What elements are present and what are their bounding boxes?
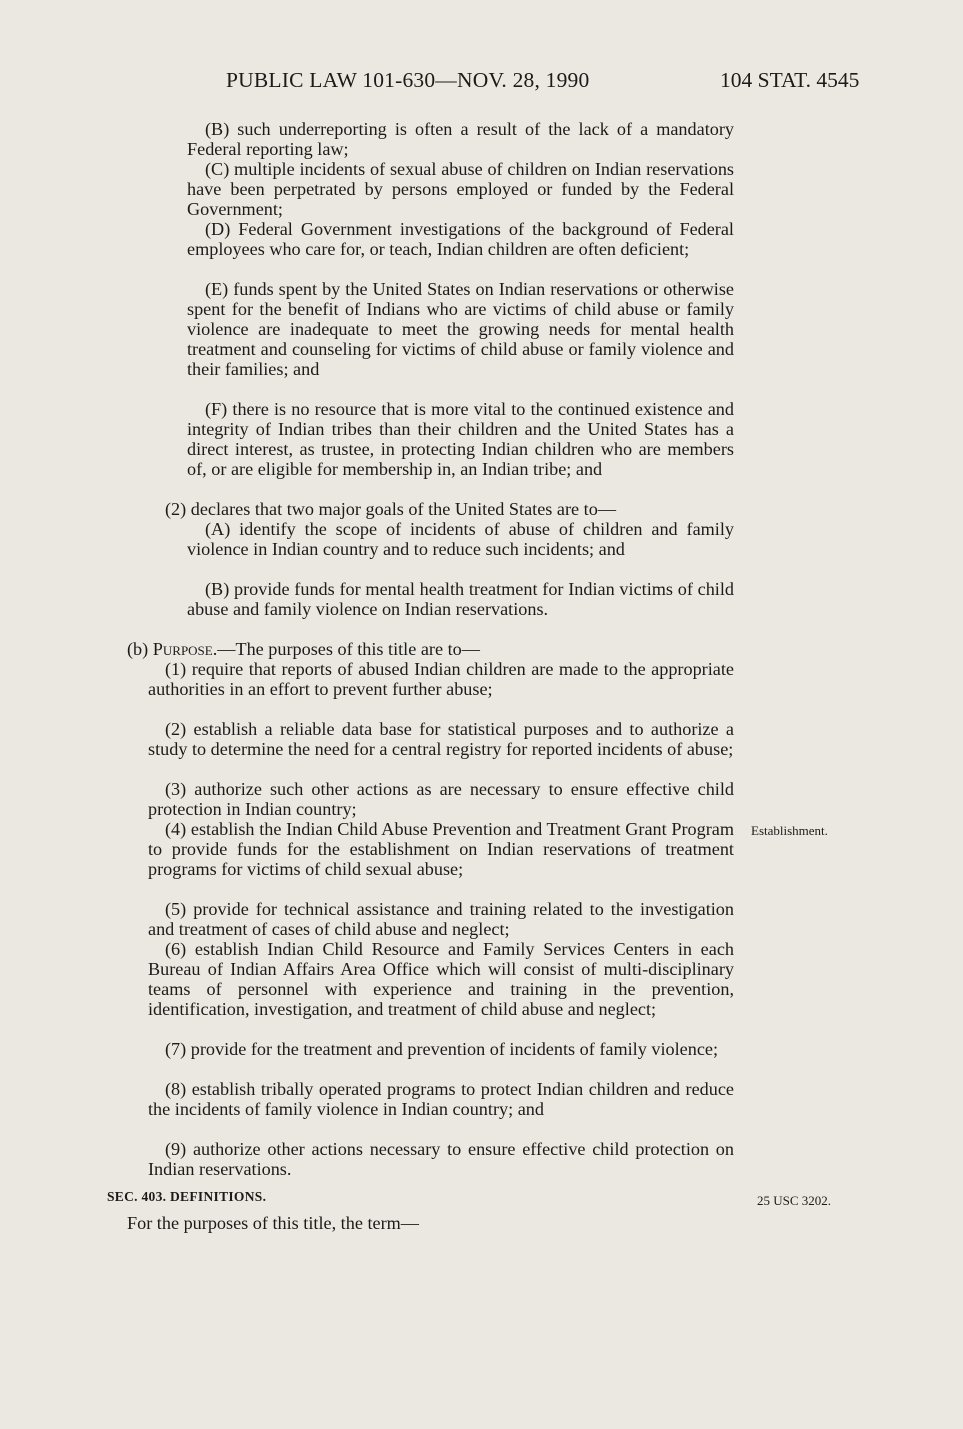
goal-b: (B) provide funds for mental health treatment for Indian victims of child abuse and family violence on Indian reservations. bbox=[187, 579, 734, 620]
running-header-page-number: 104 STAT. 4545 bbox=[720, 68, 860, 92]
finding-e: (E) funds spent by the United States on Indian reservations or otherwise spent for the benefit of Indians who are victims of child abuse or family violence are inadequate to meet the growing needs for mental health treatment and counseling for victims of child abuse or family violence and their families; and bbox=[187, 279, 734, 380]
purpose-item-1: (1) require that reports of abused Indian children are made to the appropriate authorities in an effort to prevent further abuse; bbox=[148, 659, 734, 700]
finding-b: (B) such underreporting is often a result of the lack of a mandatory Federal reporting law; bbox=[187, 119, 734, 160]
finding-f: (F) there is no resource that is more vital to the continued existence and integrity of Indian tribes than their children and the United States has a direct interest, as trustee, in protecting Indian children who are members of, or are eligible for membership in, an Indian tribe; and bbox=[187, 399, 734, 480]
purpose-label: Purpose bbox=[152, 639, 213, 659]
purpose-heading bbox=[127, 639, 734, 659]
purpose-item-3: (3) authorize such other actions as are necessary to ensure effective child protection in Indian country; bbox=[148, 779, 734, 820]
purpose-intro: .—The purposes of this title are to— bbox=[212, 639, 480, 659]
margin-note-usc-citation: 25 USC 3202. bbox=[757, 1193, 832, 1208]
declares-intro: (2) declares that two major goals of the United States are to— bbox=[165, 499, 617, 519]
purpose-item-5: (5) provide for technical assistance and training related to the investigation and treatment of cases of child abuse and neglect; bbox=[148, 899, 734, 940]
finding-c: (C) multiple incidents of sexual abuse of children on Indian reservations have been perpetrated by persons employed or funded by the Federal Government; bbox=[187, 159, 734, 220]
section-heading: SEC. 403. DEFINITIONS. bbox=[107, 1189, 267, 1204]
running-header-title: PUBLIC LAW 101-630—NOV. 28, 1990 bbox=[226, 68, 590, 92]
purpose-item-9: (9) authorize other actions necessary to ensure effective child protection on Indian reservations. bbox=[148, 1139, 734, 1180]
purpose-prefix: (b) bbox=[127, 639, 153, 659]
purpose-item-2: (2) establish a reliable data base for statistical purposes and to authorize a study to determine the need for a central registry for reported incidents of abuse; bbox=[148, 719, 734, 760]
purpose-item-4: (4) establish the Indian Child Abuse Prevention and Treatment Grant Program to provide funds for the establishment on Indian reservations of treatment programs for victims of child sexual abuse; bbox=[148, 819, 734, 880]
purpose-item-8: (8) establish tribally operated programs to protect Indian children and reduce the incidents of family violence in Indian country; and bbox=[148, 1079, 734, 1120]
finding-d: (D) Federal Government investigations of the background of Federal employees who care for, or teach, Indian children are often deficient; bbox=[187, 219, 734, 260]
purpose-item-6: (6) establish Indian Child Resource and Family Services Centers in each Bureau of Indian Affairs Area Office which will consist of multi-disciplinary teams of personnel with experience and training in the prevention, identification, investigation, and treatment of child abuse and neglect; bbox=[148, 939, 734, 1020]
purpose-item-7: (7) provide for the treatment and prevention of incidents of family violence; bbox=[165, 1039, 719, 1059]
margin-note-establishment: Establishment. bbox=[751, 823, 828, 838]
section-intro: For the purposes of this title, the term— bbox=[127, 1213, 419, 1233]
goal-a: (A) identify the scope of incidents of abuse of children and family violence in Indian country and to reduce such incidents; and bbox=[187, 519, 734, 560]
